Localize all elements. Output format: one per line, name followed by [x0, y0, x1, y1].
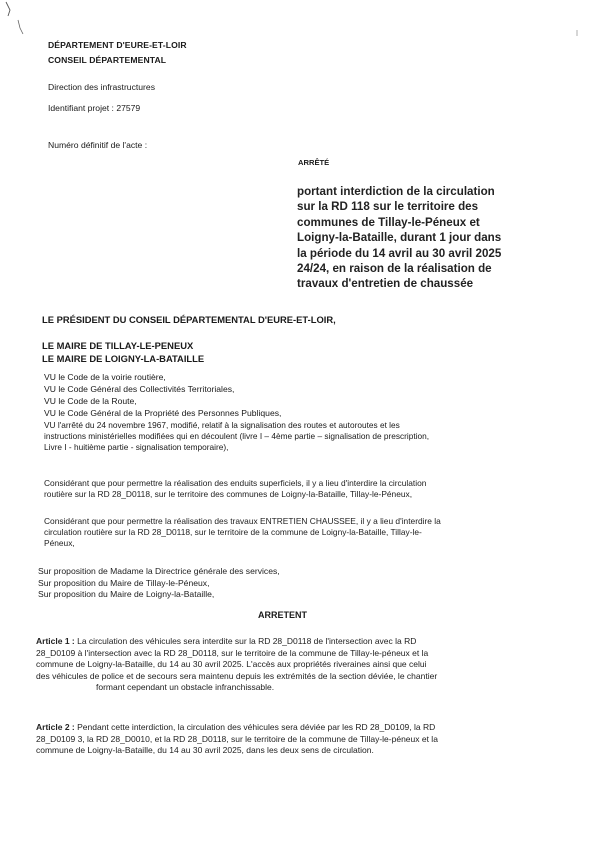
propositions [38, 566, 280, 601]
act-number-label: Numéro définitif de l'acte : [48, 140, 148, 150]
considerant-paragraph [44, 516, 441, 550]
paragraph-line: Considérant que pour permettre la réalisation des travaux ENTRETIEN CHAUSSEE, il y a lieu d'interdire la [44, 516, 441, 526]
council-name: CONSEIL DÉPARTEMENTAL [48, 55, 167, 65]
project-id: Identifiant projet : 27579 [48, 103, 141, 113]
considerant-paragraph [44, 478, 426, 500]
paragraph-line: circulation routière sur la RD 28_D0118, sur le territoire de la commune de Loigny-la-Bataille, Tillay-le- [44, 527, 422, 538]
title-line: Loigny-la-Bataille, durant 1 jour dans [297, 231, 502, 245]
proposition-line: Sur proposition du Maire de Loigny-la-Bataille, [38, 589, 215, 600]
paragraph-line: Considérant que pour permettre la réalisation des enduits superficiels, il y a lieu d'interdire la circulation [44, 478, 427, 488]
article-line: 28_D0109 3, la RD 28_D0010, et la RD 28_D0118, sur le territoire de la commune de Tillay-le-péneux et la [36, 733, 438, 744]
title-line: 24/24, en raison de la réalisation de [297, 262, 492, 276]
department-name: DÉPARTEMENT D'EURE-ET-LOIR [48, 40, 187, 50]
arrete-title [297, 184, 537, 292]
article-1 [36, 636, 437, 694]
title-line: communes de Tillay-le-Péneux et [297, 215, 480, 229]
article-2 [36, 722, 438, 757]
vu-line: VU le Code Général des Collectivités Territoriales, [44, 384, 235, 394]
article-line: formant cependant un obstacle infranchissable. [96, 682, 275, 693]
mayor-heading: LE MAIRE DE TILLAY-LE-PENEUX [42, 340, 194, 351]
vu-line: VU le Code Général de la Propriété des Personnes Publiques, [44, 408, 282, 418]
article-line: commune de Loigny-la-Bataille, du 14 au 30 avril 2025, dans les deux sens de circulation. [36, 745, 374, 756]
scan-dot [575, 30, 579, 36]
article-line: commune de Loigny-la-Bataille, du 14 au 30 avril 2025. L'accès aux propriétés riveraines ainsi que celui [36, 659, 427, 670]
arretent-heading: ARRETENT [258, 610, 307, 620]
article-line: 28_D0109 à l'intersection avec la RD 28_D0118, sur le territoire de la commune de Tillay-le-péneux et la [36, 647, 429, 658]
vu-line: instructions ministérielles modifiées qui en découlent (livre I – 4ème partie – signalisation de prescription, [44, 431, 430, 441]
proposition-line: Sur proposition du Maire de Tillay-le-Péneux, [38, 577, 210, 588]
paragraph-line: Péneux, [44, 538, 75, 549]
president-heading: LE PRÉSIDENT DU CONSEIL DÉPARTEMENTAL D'EURE-ET-LOIR, [42, 314, 336, 325]
article-text: Pendant cette interdiction, la circulation des véhicules sera déviée par les RD 28_D0109, la RD [74, 722, 436, 732]
title-line: la période du 14 avril au 30 avril 2025 [297, 246, 502, 260]
vu-line: VU le Code de la Route, [44, 396, 137, 406]
article-label: Article 1 : [36, 636, 75, 646]
vu-line: VU l'arrêté du 24 novembre 1967, modifié, relatif à la signalisation des routes et autoroutes et les [44, 420, 400, 430]
title-line: portant interdiction de la circulation [297, 185, 495, 198]
paragraph-line: routière sur la RD 28_D0118, sur le territoire des communes de Loigny-la-Bataille, Tillay-le-Péneux, [44, 489, 413, 500]
vu-line: VU le Code de la voirie routière, [44, 372, 166, 382]
vu-line: Livre I - huitième partie - signalisation temporaire), [44, 442, 229, 452]
staple-mark [2, 0, 32, 40]
proposition-line: Sur proposition de Madame la Directrice générale des services, [38, 566, 280, 576]
title-line: travaux d'entretien de chaussée [297, 277, 474, 291]
article-label: Article 2 : [36, 722, 75, 732]
mayor-heading: LE MAIRE DE LOIGNY-LA-BATAILLE [42, 353, 205, 364]
article-line [36, 722, 438, 734]
article-text: La circulation des véhicules sera interdite sur la RD 28_D0118 de l'intersection avec la RD [74, 636, 417, 646]
article-line [36, 636, 437, 648]
arrete-label: ARRÊTÉ [298, 158, 330, 167]
title-line: sur la RD 118 sur le territoire des [297, 200, 479, 214]
direction-name: Direction des infrastructures [48, 82, 155, 92]
article-line: des véhicules de police et de secours sera maintenu depuis les extrémités de la section déviée, le chantier [36, 670, 438, 681]
